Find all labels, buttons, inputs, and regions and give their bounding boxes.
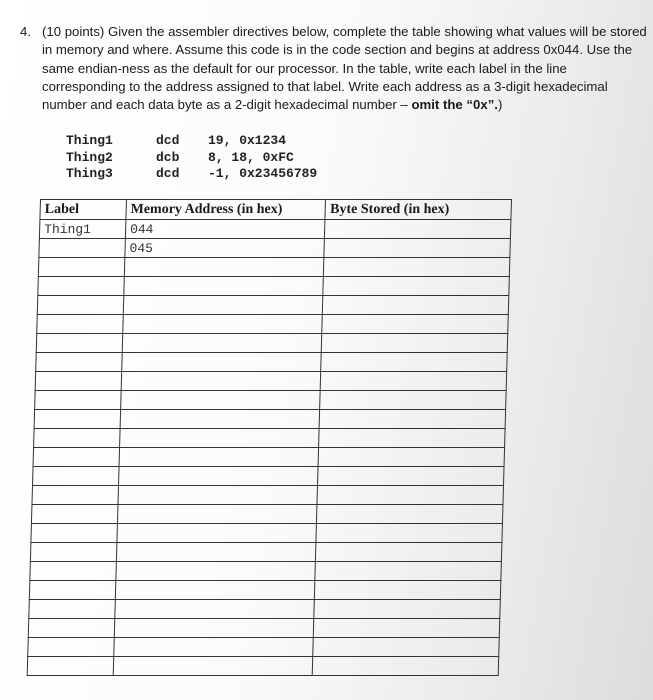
cell-memory-address[interactable] xyxy=(116,543,316,562)
cell-byte-stored[interactable] xyxy=(315,562,501,581)
table-row xyxy=(36,334,508,353)
cell-memory-address[interactable] xyxy=(114,638,314,657)
cell-memory-address[interactable] xyxy=(117,505,317,524)
table-row xyxy=(38,277,510,296)
memory-table-wrapper xyxy=(26,199,512,684)
table-row xyxy=(28,638,500,657)
cell-byte-stored[interactable] xyxy=(315,581,501,600)
cell-byte-stored[interactable] xyxy=(316,543,502,562)
cell-memory-address[interactable] xyxy=(115,600,315,619)
cell-byte-stored[interactable] xyxy=(317,486,503,505)
cell-label[interactable] xyxy=(33,448,119,467)
cell-memory-address[interactable] xyxy=(122,353,322,372)
cell-label[interactable] xyxy=(28,619,114,638)
header-byte-stored: Byte Stored (in hex) xyxy=(325,200,511,220)
cell-memory-address[interactable] xyxy=(118,467,318,486)
cell-byte-stored[interactable] xyxy=(322,315,508,334)
code-args: 19, 0x1234 xyxy=(208,133,287,148)
cell-byte-stored[interactable] xyxy=(313,638,499,657)
cell-byte-stored[interactable] xyxy=(314,619,500,638)
cell-byte-stored[interactable] xyxy=(314,600,500,619)
code-directive: dcb xyxy=(156,149,180,165)
cell-memory-address[interactable] xyxy=(119,448,319,467)
table-row xyxy=(27,657,499,676)
cell-byte-stored[interactable] xyxy=(318,467,504,486)
cell-label[interactable] xyxy=(34,429,120,448)
question-text xyxy=(42,23,648,114)
cell-label[interactable] xyxy=(35,391,121,410)
table-row xyxy=(32,486,504,505)
code-args: 8, 18, 0xFC xyxy=(208,149,294,165)
table-row xyxy=(38,258,510,277)
cell-byte-stored[interactable] xyxy=(323,277,509,296)
cell-label[interactable] xyxy=(31,524,117,543)
cell-label[interactable] xyxy=(38,258,124,277)
cell-memory-address[interactable]: 045 xyxy=(125,239,325,258)
cell-memory-address[interactable] xyxy=(124,277,324,296)
cell-label[interactable] xyxy=(32,467,118,486)
cell-memory-address[interactable] xyxy=(117,524,317,543)
cell-memory-address[interactable] xyxy=(116,562,316,581)
cell-byte-stored[interactable] xyxy=(316,524,502,543)
cell-byte-stored[interactable] xyxy=(325,220,511,239)
table-row xyxy=(28,619,500,638)
cell-byte-stored[interactable] xyxy=(318,448,504,467)
cell-memory-address[interactable] xyxy=(122,334,322,353)
cell-memory-address[interactable] xyxy=(123,296,323,315)
cell-memory-address[interactable] xyxy=(114,619,314,638)
header-memory-address: Memory Address (in hex) xyxy=(126,200,326,220)
table-row xyxy=(31,505,503,524)
cell-byte-stored[interactable] xyxy=(320,410,506,429)
memory-table xyxy=(27,199,512,676)
cell-byte-stored[interactable] xyxy=(317,505,503,524)
question-body: (10 points) Given the assembler directives below, complete the table showing what values will be stored in memory and where. Assume this code is in the code section and begins at address 0x044. Use the same endian-ness as the default for our processor. In the table, write each label in the line corresponding to the address assigned to that label. Write each address as a 3-digit hexadecimal number and each data byte as a 2-digit hexadecimal number – xyxy=(42,24,647,113)
table-row xyxy=(30,543,502,562)
cell-label[interactable] xyxy=(30,543,116,562)
table-row xyxy=(34,410,506,429)
code-label: Thing1 xyxy=(66,133,113,148)
cell-byte-stored[interactable] xyxy=(321,353,507,372)
table-row xyxy=(35,372,507,391)
cell-label[interactable] xyxy=(27,657,113,676)
cell-label[interactable] xyxy=(36,334,122,353)
cell-label[interactable] xyxy=(29,600,115,619)
cell-label[interactable] xyxy=(38,277,124,296)
cell-label[interactable] xyxy=(37,315,123,334)
table-row xyxy=(37,315,509,334)
table-row xyxy=(31,524,503,543)
cell-label[interactable] xyxy=(29,581,115,600)
cell-byte-stored[interactable] xyxy=(323,296,509,315)
code-args: -1, 0x23456789 xyxy=(208,166,318,181)
cell-label[interactable] xyxy=(39,239,125,258)
cell-memory-address[interactable] xyxy=(121,391,321,410)
cell-label[interactable] xyxy=(30,562,116,581)
table-row xyxy=(30,562,502,581)
cell-byte-stored[interactable] xyxy=(324,239,510,258)
table-row xyxy=(37,296,509,315)
cell-label[interactable] xyxy=(34,410,120,429)
table-row xyxy=(35,391,507,410)
table-row xyxy=(34,429,506,448)
question-emphasis: omit the “0x”. xyxy=(411,97,498,113)
cell-memory-address[interactable] xyxy=(121,372,321,391)
cell-memory-address[interactable] xyxy=(124,258,324,277)
question-number: 4. xyxy=(20,24,31,39)
cell-label[interactable] xyxy=(37,296,123,315)
cell-label[interactable] xyxy=(32,486,118,505)
cell-byte-stored[interactable] xyxy=(322,334,508,353)
table-row xyxy=(32,467,504,486)
cell-byte-stored[interactable] xyxy=(319,429,505,448)
cell-label[interactable] xyxy=(31,505,117,524)
table-row xyxy=(29,581,501,600)
code-label: Thing3 xyxy=(66,166,113,181)
code-directive: dcd xyxy=(156,166,180,181)
question-tail: ) xyxy=(497,97,503,113)
table-row xyxy=(33,448,505,467)
cell-memory-address[interactable] xyxy=(113,657,313,676)
cell-byte-stored[interactable] xyxy=(321,372,507,391)
cell-label[interactable] xyxy=(28,638,114,657)
header-label: Label xyxy=(40,200,126,220)
table-row xyxy=(36,353,508,372)
cell-label[interactable] xyxy=(35,372,121,391)
table-row xyxy=(39,220,511,239)
cell-memory-address[interactable]: 044 xyxy=(125,220,325,239)
cell-label[interactable]: Thing1 xyxy=(39,220,125,239)
cell-memory-address[interactable] xyxy=(123,315,323,334)
cell-byte-stored[interactable] xyxy=(313,657,499,676)
code-label: Thing2 xyxy=(66,149,113,165)
cell-byte-stored[interactable] xyxy=(324,258,510,277)
cell-memory-address[interactable] xyxy=(120,410,320,429)
table-row xyxy=(29,600,501,619)
cell-memory-address[interactable] xyxy=(118,486,318,505)
cell-memory-address[interactable] xyxy=(119,429,319,448)
cell-memory-address[interactable] xyxy=(115,581,315,600)
cell-byte-stored[interactable] xyxy=(320,391,506,410)
code-directive: dcd xyxy=(156,133,180,148)
cell-label[interactable] xyxy=(36,353,122,372)
table-row xyxy=(39,239,511,258)
table-header-row xyxy=(40,200,512,220)
